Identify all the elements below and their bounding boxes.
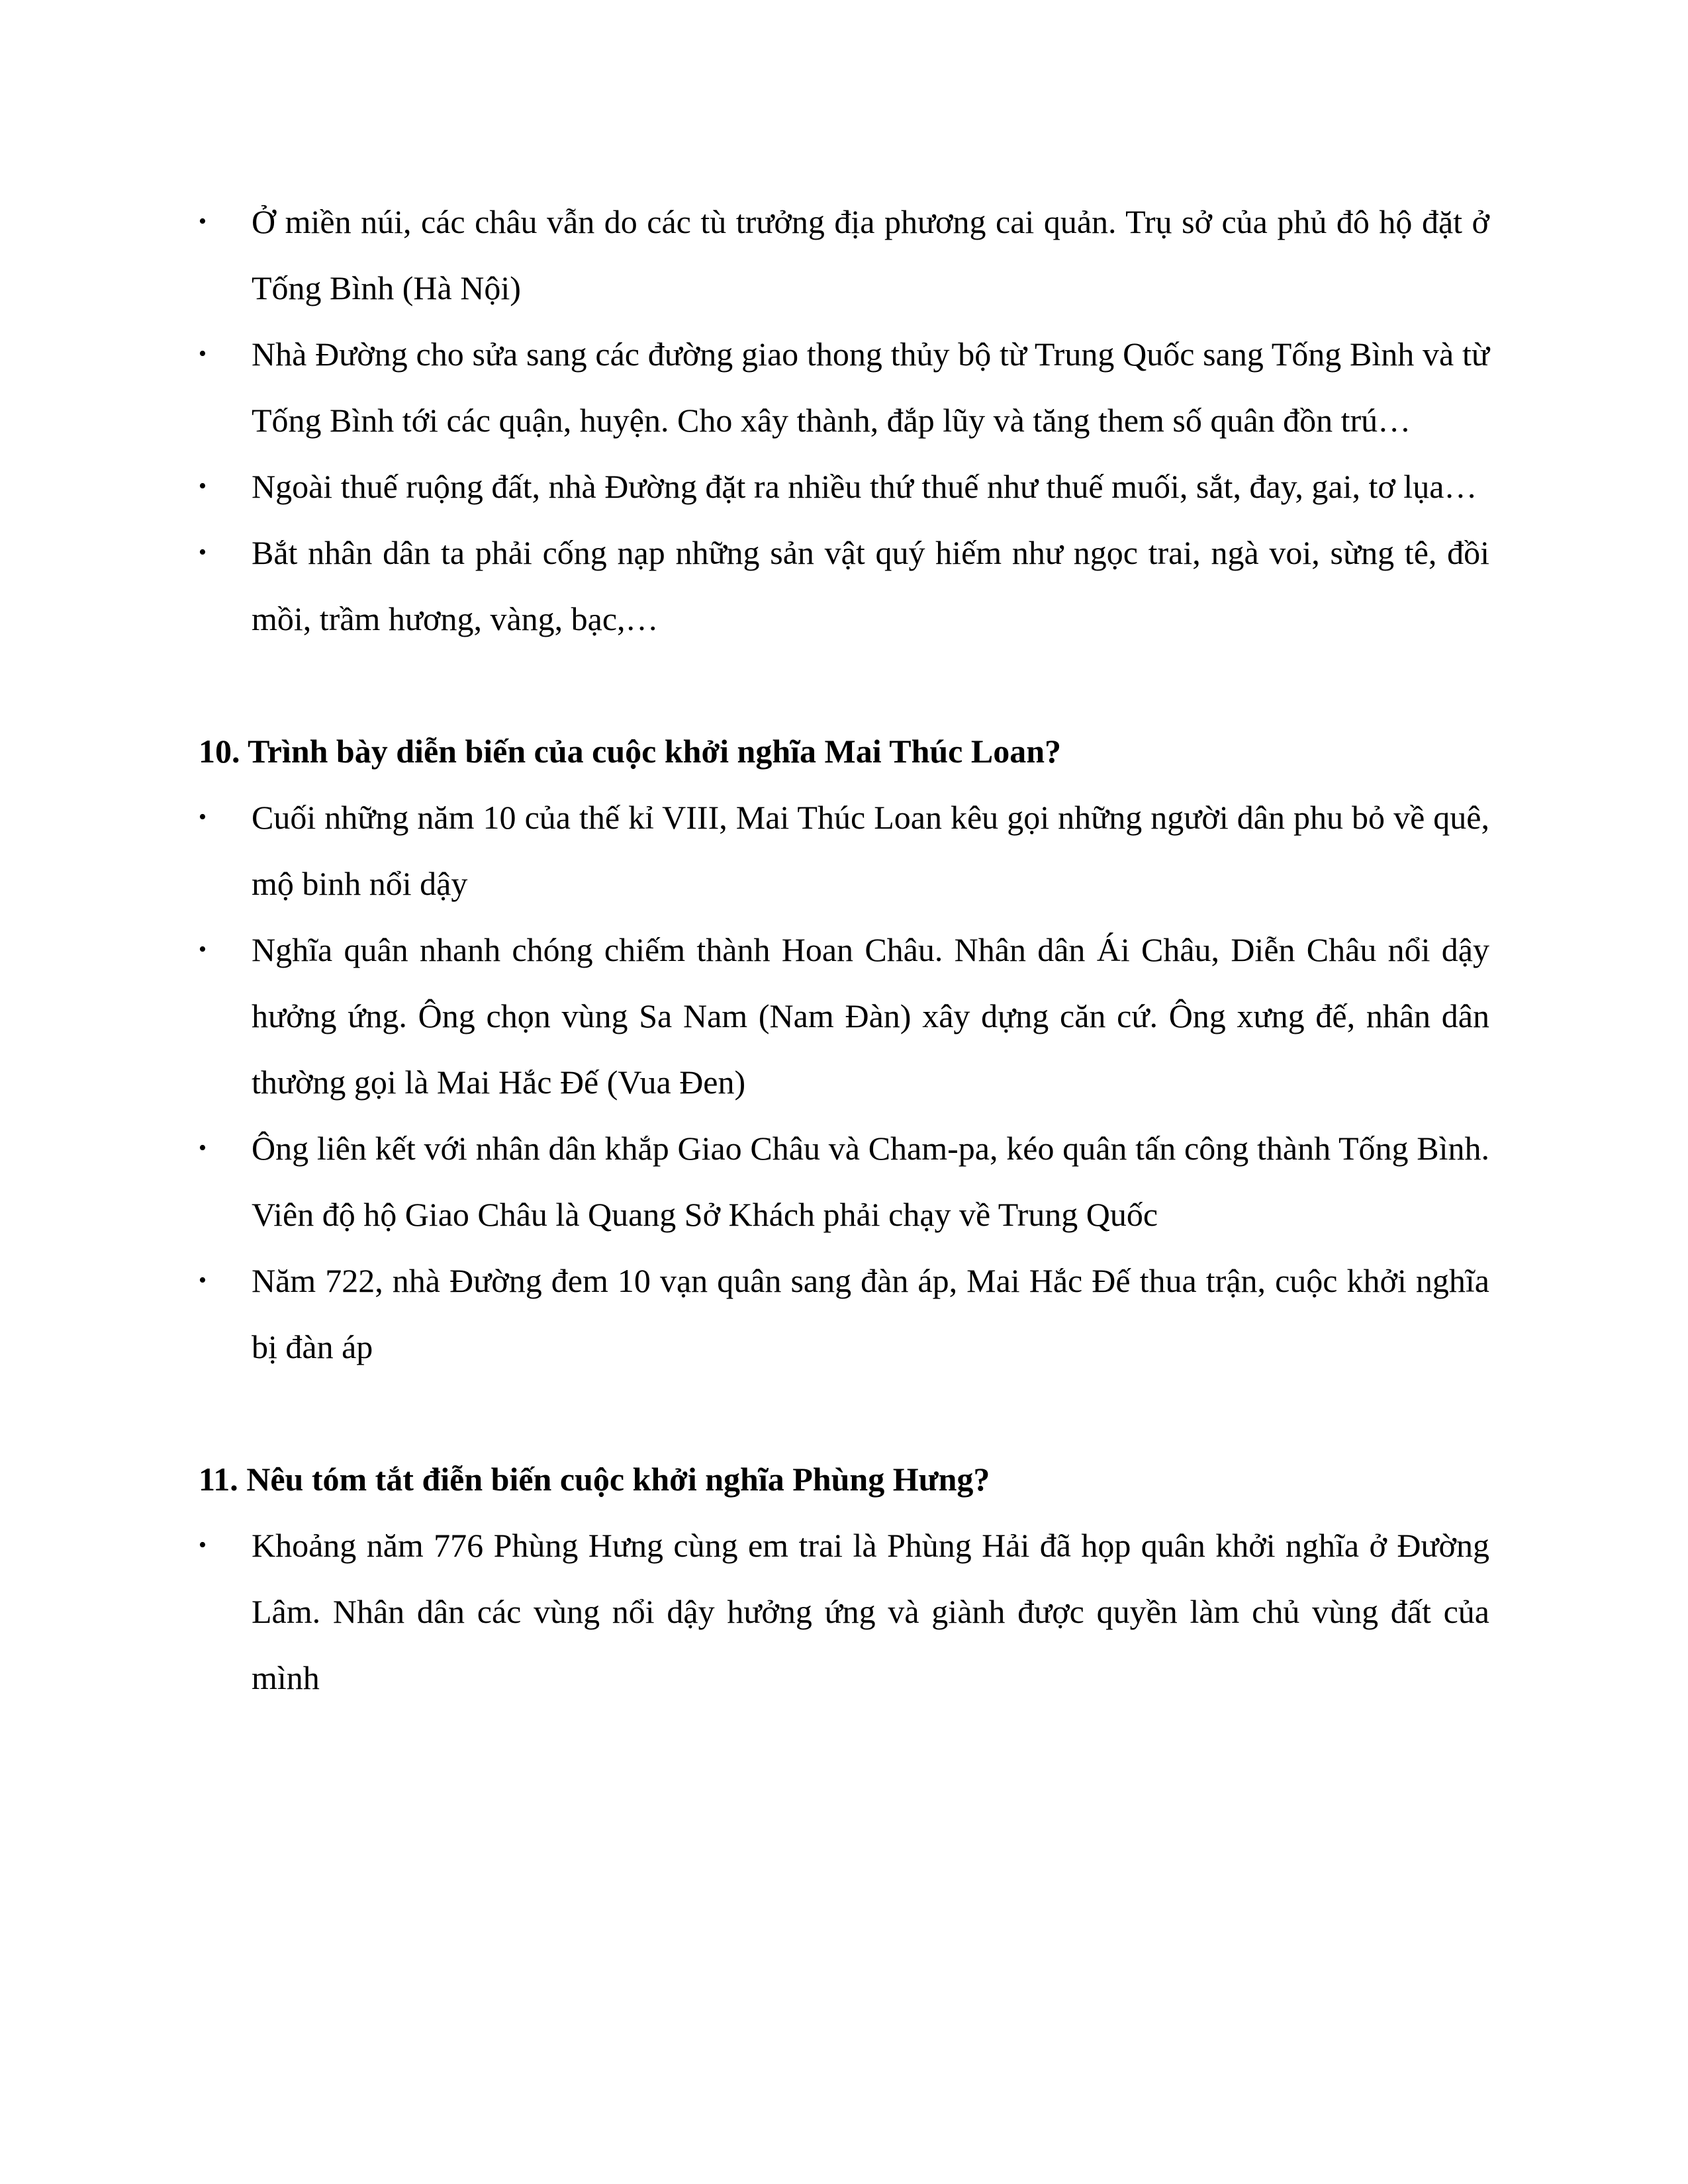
document-content (199, 189, 1489, 1711)
section-spacer (199, 652, 1489, 718)
bullet-icon: • (199, 805, 207, 829)
list-item-text: Ông liên kết với nhân dân khắp Giao Châu và Cham-pa, kéo quân tấn công thành Tống Bình. Viên độ hộ Giao Châu là Quang Sở Khách phải chạy về Trung Quốc (252, 1130, 1489, 1233)
bullet-icon: • (199, 1136, 207, 1160)
bullet-icon: • (199, 474, 207, 498)
list-item-text: Khoảng năm 776 Phùng Hưng cùng em trai là Phùng Hải đã họp quân khởi nghĩa ở Đường Lâm. Nhân dân các vùng nổi dậy hưởng ứng và giành được quyền làm chủ vùng đất của mình (252, 1527, 1489, 1696)
section-11-bullet-list (199, 1512, 1489, 1711)
list-item-text: Bắt nhân dân ta phải cống nạp những sản vật quý hiếm như ngọc trai, ngà voi, sừng tê, đồi mồi, trầm hương, vàng, bạc,… (252, 534, 1489, 637)
section-10-title: 10. Trình bày diễn biến của cuộc khởi nghĩa Mai Thúc Loan? (199, 733, 1062, 770)
list-item-text: Cuối những năm 10 của thế kỉ VIII, Mai Thúc Loan kêu gọi những người dân phu bỏ về quê, mộ binh nổi dậy (252, 799, 1489, 902)
list-item-text: Nghĩa quân nhanh chóng chiếm thành Hoan Châu. Nhân dân Ái Châu, Diễn Châu nổi dậy hưởng ứng. Ông chọn vùng Sa Nam (Nam Đàn) xây dựng căn cứ. Ông xưng đế, nhân dân thường gọi là Mai Hắc Đế (Vua Đen) (252, 931, 1489, 1101)
bullet-icon: • (199, 341, 207, 366)
list-item-text: Ngoài thuế ruộng đất, nhà Đường đặt ra nhiều thứ thuế như thuế muối, sắt, đay, gai, tơ lụa… (252, 468, 1477, 505)
list-item (199, 917, 1489, 1115)
list-item (199, 1115, 1489, 1248)
bullet-icon: • (199, 1268, 207, 1293)
list-item (199, 453, 1489, 520)
list-item (199, 784, 1489, 917)
section-11-title: 11. Nêu tóm tắt điễn biến cuộc khởi nghĩa Phùng Hưng? (199, 1461, 990, 1498)
bullet-icon: • (199, 1533, 207, 1557)
list-item (199, 189, 1489, 321)
section-spacer (199, 1380, 1489, 1446)
bullet-icon: • (199, 540, 207, 565)
list-item-text: Ở miền núi, các châu vẫn do các tù trưởng địa phương cai quản. Trụ sở của phủ đô hộ đặt ở Tống Bình (Hà Nội) (252, 203, 1489, 306)
list-item (199, 1512, 1489, 1711)
intro-bullet-list (199, 189, 1489, 652)
list-item (199, 1248, 1489, 1380)
list-item-text: Năm 722, nhà Đường đem 10 vạn quân sang đàn áp, Mai Hắc Đế thua trận, cuộc khởi nghĩa bị đàn áp (252, 1262, 1489, 1365)
bullet-icon: • (199, 209, 207, 234)
bullet-icon: • (199, 937, 207, 962)
section-10-bullet-list (199, 784, 1489, 1380)
list-item-text: Nhà Đường cho sửa sang các đường giao thong thủy bộ từ Trung Quốc sang Tống Bình và từ Tống Bình tới các quận, huyện. Cho xây thành, đắp lũy và tăng them số quân đồn trú… (252, 336, 1489, 439)
list-item (199, 321, 1489, 453)
list-item (199, 520, 1489, 652)
